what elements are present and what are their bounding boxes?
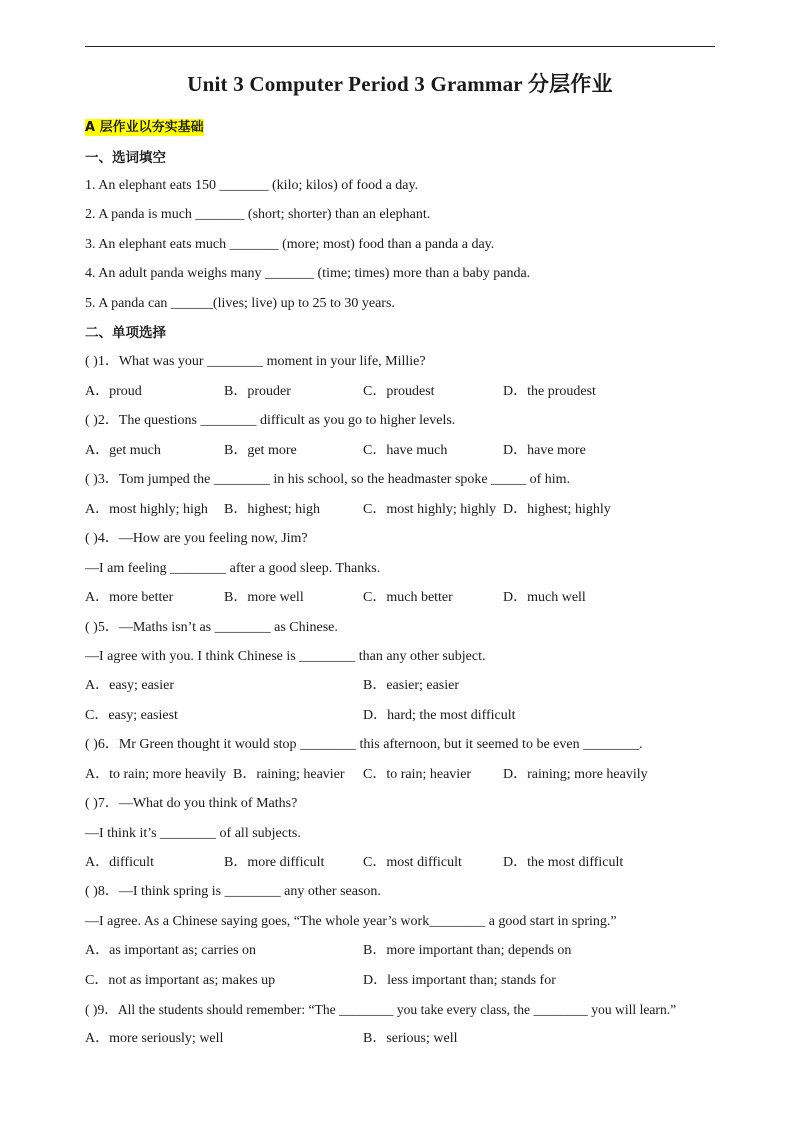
page-title: Unit 3 Computer Period 3 Grammar 分层作业 [187, 72, 613, 96]
question-3-option-b: B．highest; high [224, 502, 321, 517]
question-2-option-a: A．get much [85, 443, 161, 458]
question-7-stem: ( )7．—What do you think of Maths? [85, 796, 298, 811]
question-5-option-c: C．easy; easiest [85, 708, 178, 723]
section-heading-choice: 二、单项选择 [85, 325, 166, 341]
question-3-option-c: C．most highly; highly [363, 502, 497, 517]
question-1-option-b: B．prouder [224, 384, 291, 399]
question-7-option-d: D．the most difficult [503, 855, 624, 870]
level-label [85, 119, 204, 137]
question-7-option-a: A．difficult [85, 855, 154, 870]
question-1-stem: ( )1．What was your ________ moment in your life, Millie? [85, 354, 426, 369]
question-1-option-a: A．proud [85, 384, 142, 399]
question-4-option-a: A．more better [85, 590, 174, 605]
question-7-response: —I think it’s ________ of all subjects. [85, 826, 301, 841]
question-7-option-b: B．more difficult [224, 855, 325, 870]
question-3-stem: ( )3．Tom jumped the ________ in his school, so the headmaster spoke _____ of him. [85, 472, 571, 487]
question-5-option-d: D．hard; the most difficult [363, 708, 516, 723]
question-4-option-b: B．more well [224, 590, 304, 605]
fill-item-4: 4. An adult panda weighs many _______ (time; times) more than a baby panda. [85, 266, 531, 281]
question-3-option-d: D．highest; highly [503, 502, 611, 517]
fill-item-5: 5. A panda can ______(lives; live) up to 25 to 30 years. [85, 296, 395, 311]
question-8-response: —I agree. As a Chinese saying goes, “The whole year’s work________ a good start in spring.” [85, 914, 617, 929]
question-9-stem: ( )9．All the students should remember: “The ________ you take every class, the ________ you will learn.” [85, 1002, 677, 1017]
level-highlight: A 层作业以夯实基础 [85, 120, 204, 135]
question-4-stem: ( )4．—How are you feeling now, Jim? [85, 531, 308, 546]
question-9-option-b: B．serious; well [363, 1031, 458, 1046]
fill-item-1: 1. An elephant eats 150 _______ (kilo; kilos) of food a day. [85, 178, 419, 193]
question-8-option-a: A．as important as; carries on [85, 943, 257, 958]
question-6-stem: ( )6．Mr Green thought it would stop ________ this afternoon, but it seemed to be even ________. [85, 737, 643, 752]
question-1-option-c: C．proudest [363, 384, 435, 399]
question-5-option-b: B．easier; easier [363, 678, 460, 693]
question-9-option-a: A．more seriously; well [85, 1031, 224, 1046]
question-6-option-a: A．to rain; more heavily [85, 767, 227, 782]
question-2-stem: ( )2．The questions ________ difficult as you go to higher levels. [85, 413, 456, 428]
question-8-option-b: B．more important than; depends on [363, 943, 572, 958]
question-8-option-c: C．not as important as; makes up [85, 973, 276, 988]
question-8-option-d: D．less important than; stands for [363, 973, 556, 988]
question-8-stem: ( )8．—I think spring is ________ any other season. [85, 884, 381, 899]
question-2-option-d: D．have more [503, 443, 586, 458]
question-4-option-d: D．much well [503, 590, 586, 605]
question-3-option-a: A．most highly; high [85, 502, 208, 517]
question-5-stem: ( )5．—Maths isn’t as ________ as Chinese. [85, 620, 338, 635]
fill-item-3: 3. An elephant eats much _______ (more; most) food than a panda a day. [85, 237, 495, 252]
question-4-option-c: C．much better [363, 590, 453, 605]
question-1-option-d: D．the proudest [503, 384, 596, 399]
question-4-response: —I am feeling ________ after a good sleep. Thanks. [85, 561, 381, 576]
question-2-option-c: C．have much [363, 443, 448, 458]
fill-item-2: 2. A panda is much _______ (short; shorter) than an elephant. [85, 207, 431, 222]
question-6-option-b: B．raining; heavier [233, 767, 345, 782]
question-7-option-c: C．most difficult [363, 855, 462, 870]
question-5-response: —I agree with you. I think Chinese is ________ than any other subject. [85, 649, 486, 664]
question-6-option-d: D．raining; more heavily [503, 767, 648, 782]
header-rule [85, 46, 715, 47]
section-heading-fill: 一、选词填空 [85, 150, 166, 166]
question-2-option-b: B．get more [224, 443, 297, 458]
question-5-option-a: A．easy; easier [85, 678, 175, 693]
question-6-option-c: C．to rain; heavier [363, 767, 472, 782]
